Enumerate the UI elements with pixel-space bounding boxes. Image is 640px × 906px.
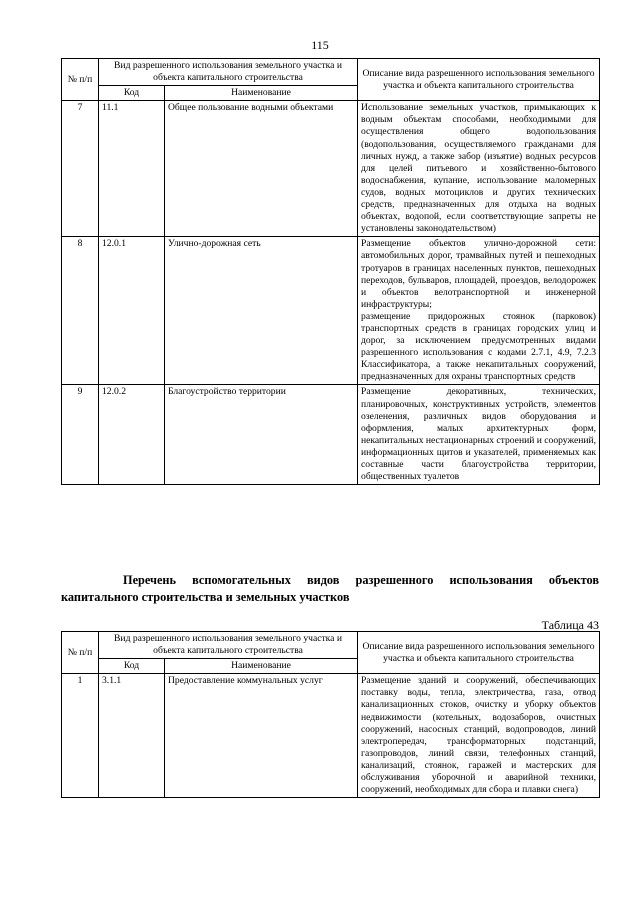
table-caption: Таблица 43 (541, 618, 599, 632)
header-name: Наименование (165, 659, 358, 674)
row-description: Размещение зданий и сооружений, обеспечивающих поставку воды, тепла, электричества, газа, отвод канализационных стоков, очистку и уборку объектов недвижимости (котельных, водозаборов, очистных сооружений, насосных станций, водопроводов, линий электропередач, трансформаторных подстанций, газопроводов, линий связи, телефонных станций, канализаций, стоянок, гаражей и мастерских для обслуживания уборочной и аварийной техники, сооружений, необходимых для сбора и плавки снега) (358, 674, 600, 798)
header-num: № п/п (62, 632, 99, 674)
row-num: 9 (62, 385, 99, 485)
row-code: 12.0.2 (99, 385, 165, 485)
table-header-row (62, 59, 600, 86)
row-code: 3.1.1 (99, 674, 165, 798)
table-row (62, 385, 600, 485)
row-num: 1 (62, 674, 99, 798)
header-name: Наименование (165, 86, 358, 101)
row-code: 11.1 (99, 101, 165, 237)
header-description: Описание вида разрешенного использования земельного участка и объекта капитального строительства (358, 632, 600, 674)
section-heading (61, 572, 599, 606)
row-description-part1: Размещение объектов улично-дорожной сети: автомобильных дорог, трамвайных путей и пешеходных тротуаров в границах населенных пунктов, пешеходных переходов, бульваров, площадей, проездов, велодорожек и объектов велотранспортной и инженерной инфраструктуры; (361, 238, 597, 310)
header-num: № п/п (62, 59, 99, 101)
header-use-group: Вид разрешенного использования земельного участка и объекта капитального строительства (99, 59, 358, 86)
row-code: 12.0.1 (99, 237, 165, 385)
section-heading-line1: Перечень вспомогательных видов разрешенного использования объектов (123, 573, 599, 587)
row-name: Улично-дорожная сеть (165, 237, 358, 385)
header-code: Код (99, 86, 165, 101)
row-num: 7 (62, 101, 99, 237)
row-name: Предоставление коммунальных услуг (165, 674, 358, 798)
header-code: Код (99, 659, 165, 674)
row-description-part2: размещение придорожных стоянок (парковок) транспортных средств в границах городских улиц и дорог, за исключением предусмотренных видами разрешенного использования с кодами 2.7.1, 4.9, 7.2.3 Классификатора, а также некапитальных сооружений, предназначенных для охраны транспортных средств (361, 310, 597, 383)
table-row (62, 101, 600, 237)
page-number: 115 (311, 38, 329, 52)
table-header-row (62, 632, 600, 659)
row-description: Размещение декоративных, технических, планировочных, конструктивных устройств, элементов озеленения, различных видов оборудования и оформления, малых архитектурных форм, некапитальных нестационарных строений и сооружений, информационных щитов и указателей, применяемых как составные части благоустройства территории, общественных туалетов (358, 385, 600, 485)
section-heading-line2: капитального строительства и земельных участков (61, 590, 350, 604)
header-use-group: Вид разрешенного использования земельного участка и объекта капитального строительства (99, 632, 358, 659)
row-name: Благоустройство территории (165, 385, 358, 485)
table-row (62, 674, 600, 798)
row-description: Использование земельных участков, примыкающих к водным объектам способами, необходимыми для осуществления общего водопользования (водопользования, осуществляемого гражданами для личных нужд, а также забор (изъятие) водных ресурсов для целей питьевого и хозяйственно-бытового водоснабжения, купание, использование маломерных судов, водных мотоциклов и других технических средств, предназначенных для отдыха на водных объектах, водопой, если соответствующие запреты не установлены законодательством) (358, 101, 600, 237)
permitted-use-table-main (61, 58, 600, 485)
row-num: 8 (62, 237, 99, 385)
table-row (62, 237, 600, 385)
row-description (358, 237, 600, 385)
header-description: Описание вида разрешенного использования земельного участка и объекта капитального строительства (358, 59, 600, 101)
permitted-use-table-auxiliary (61, 631, 600, 798)
row-name: Общее пользование водными объектами (165, 101, 358, 237)
